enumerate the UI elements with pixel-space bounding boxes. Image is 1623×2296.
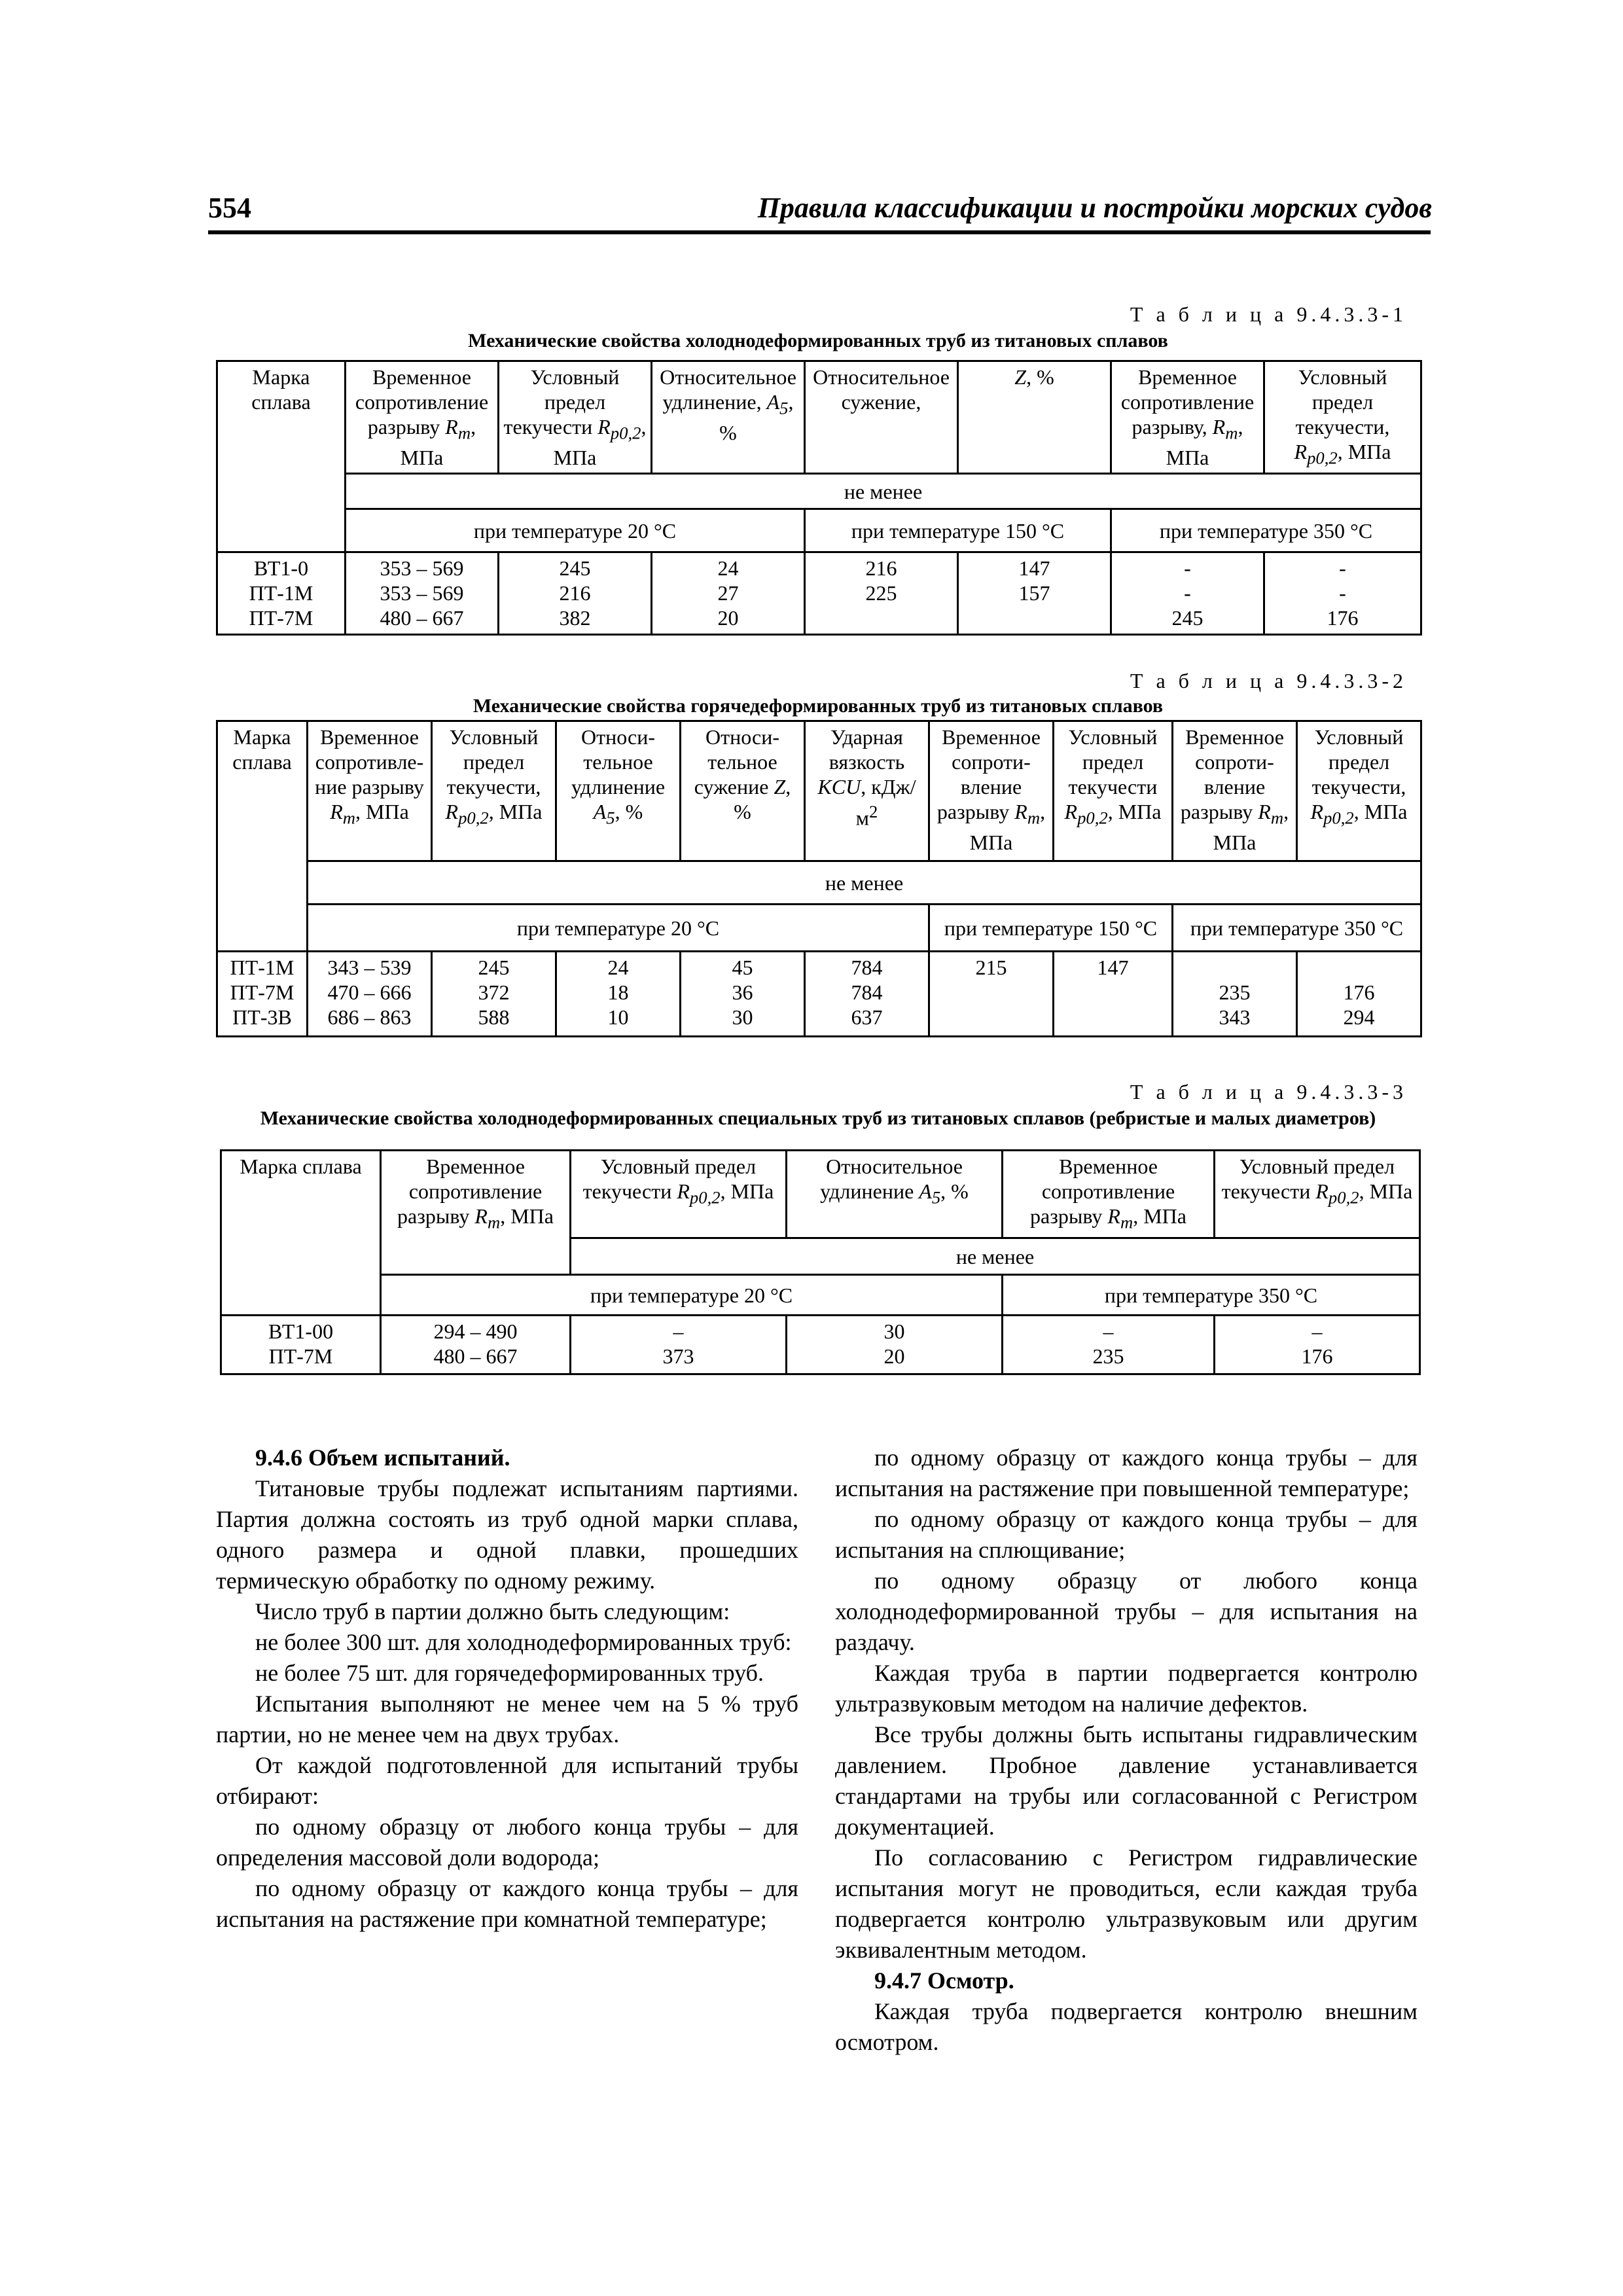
table3-title: Механические свойства холоднодеформированных специальных труб из титановых сплавов (ребристые и малых диаметров) xyxy=(260,1107,1376,1129)
t2-h-rp: Условный предел текучести, $R_{p0,2}$, МПа xyxy=(432,721,556,861)
t1-150rm-cell: 216 225 xyxy=(805,552,958,635)
t3-h-350rp: Условный предел текучести $R_{p0,2}$, МПа xyxy=(1215,1151,1420,1238)
t3-350rp-cell: – 176 xyxy=(1215,1316,1420,1374)
left-paragraph: От каждой подготовленной для испытаний трубы отбирают: xyxy=(216,1752,798,1809)
table1-caption: Т а б л и ц а 9.4.3.3-1 xyxy=(1130,302,1407,326)
right-paragraph: По согласованию с Регистром гидравлические испытания могут не проводиться, если каждая труба подвергается контролю ультразвуковым или другим эквивалентным методом. xyxy=(835,1844,1418,1963)
t2-h-350rp: Условный предел текучести, $R_{p0,2}$, МПа xyxy=(1297,721,1421,861)
t1-temp-150: при температуре 150 °C xyxy=(805,509,1111,552)
t2-grades-cell: ПТ-1М ПТ-7М ПТ-3В xyxy=(217,952,308,1037)
t3-not-less: не менее xyxy=(571,1238,1420,1275)
t1-rp-cell: 245 216 382 xyxy=(499,552,652,635)
t3-temp-350: при температуре 350 °C xyxy=(1003,1275,1420,1316)
running-title: Правила классификации и постройки морских судов xyxy=(757,192,1432,224)
right-paragraph: по одному образцу от любого конца холоднодеформированной трубы – для испытания на раздачу. xyxy=(835,1568,1418,1655)
t1-rm-cell: 353 – 569 353 – 569 480 – 667 xyxy=(346,552,499,635)
t1-350rm-cell: - - 245 xyxy=(1111,552,1264,635)
t2-h-grade: Марка сплава xyxy=(217,721,308,952)
table3 xyxy=(220,1149,1421,1375)
table2-title: Механические свойства горячедеформированных труб из титановых сплавов xyxy=(473,695,1164,717)
t1-temp-350: при температуре 350 °C xyxy=(1111,509,1421,552)
right-paragraph: по одному образцу от каждого конца трубы – для испытания на растяжение при повышенной температуре; xyxy=(835,1444,1418,1501)
right-paragraph: по одному образцу от каждого конца трубы – для испытания на сплющивание; xyxy=(835,1506,1418,1563)
t3-rm-cell: 294 – 490 480 – 667 xyxy=(381,1316,571,1374)
table1 xyxy=(216,360,1422,636)
t2-h-150rp: Условный предел текучести $R_{p0,2}$, МПа xyxy=(1054,721,1173,861)
t3-h-350rm: Временное сопротивление разрыву $R_m$, МПа xyxy=(1003,1151,1215,1238)
t2-h-150rm: Временное сопроти-вление разрыву $R_m$, МПа xyxy=(929,721,1054,861)
header-rule xyxy=(208,230,1431,234)
t1-h-350rp: Условный предел текучести, $R_{p0,2}$, МПа xyxy=(1264,361,1421,474)
t3-rp-cell: – 373 xyxy=(571,1316,787,1374)
table2 xyxy=(216,720,1422,1037)
section-947-text: Каждая труба подвергается контролю внешним осмотром. xyxy=(835,1998,1418,2055)
right-paragraph: Каждая труба в партии подвергается контролю ультразвуковым методом на наличие дефектов. xyxy=(835,1660,1418,1717)
section-946-heading: 9.4.6 Объем испытаний. xyxy=(255,1444,510,1471)
t2-temp-350: при температуре 350 °C xyxy=(1173,905,1421,952)
t2-not-less: не менее xyxy=(308,861,1421,905)
body-right-column xyxy=(835,1443,1418,2058)
t2-150rm-cell: 215 xyxy=(929,952,1054,1037)
body-left-column xyxy=(216,1443,798,1935)
t2-kcu-cell: 784 784 637 xyxy=(805,952,929,1037)
t3-grades-cell: ВТ1-00 ПТ-7М xyxy=(221,1316,381,1374)
t1-a5-cell: 24 27 20 xyxy=(652,552,805,635)
left-paragraph: по одному образцу от каждого конца трубы – для испытания на растяжение при комнатной температуре; xyxy=(216,1875,798,1932)
t3-a5-cell: 30 20 xyxy=(787,1316,1003,1374)
t2-rm-cell: 343 – 539 470 – 666 686 – 863 xyxy=(308,952,432,1037)
t1-h-rp: Условный предел текучести $R_{p0,2}$, МПа xyxy=(499,361,652,474)
right-paragraph: Все трубы должны быть испытаны гидравлическим давлением. Пробное давление устанавливается стандартами на трубы или согласованной с Регистром документацией. xyxy=(835,1721,1418,1840)
page-number: 554 xyxy=(208,192,251,224)
t1-temp-20: при температуре 20 °C xyxy=(346,509,805,552)
t1-h-z1: Относительное сужение, xyxy=(805,361,958,474)
t2-h-kcu: Ударная вязкость KCU, кДж/$м^2$ xyxy=(805,721,929,861)
t3-350rm-cell: – 235 xyxy=(1003,1316,1215,1374)
t2-150rp-cell: 147 xyxy=(1054,952,1173,1037)
t1-grades-cell: ВТ1-0 ПТ-1М ПТ-7М xyxy=(217,552,346,635)
t1-h-350rm: Временное сопротивление разрыву, $R_m$, МПа xyxy=(1111,361,1264,474)
left-paragraph: по одному образцу от любого конца трубы – для определения массовой доли водорода; xyxy=(216,1814,798,1871)
t1-350rp-cell: - - 176 xyxy=(1264,552,1421,635)
t2-350rm-cell: 235 343 xyxy=(1173,952,1297,1037)
t3-h-rm: Временное сопротивление разрыву $R_m$, МПа xyxy=(381,1151,571,1275)
t2-h-rm: Временное сопротивле-ние разрыву $R_m$, МПа xyxy=(308,721,432,861)
table2-caption: Т а б л и ц а 9.4.3.3-2 xyxy=(1130,669,1407,692)
t2-temp-150: при температуре 150 °C xyxy=(929,905,1173,952)
t2-h-350rm: Временное сопроти-вление разрыву $R_m$, МПа xyxy=(1173,721,1297,861)
t1-150rp-cell: 147 157 xyxy=(958,552,1111,635)
table1-title: Механические свойства холоднодеформированных труб из титановых сплавов xyxy=(468,330,1168,351)
left-paragraph: Испытания выполняют не менее чем на 5 % труб партии, но не менее чем на двух трубах. xyxy=(216,1691,798,1748)
t3-h-a5: Относительное удлинение $A_5$, % xyxy=(787,1151,1003,1238)
t3-h-rp: Условный предел текучести $R_{p0,2}$, МПа xyxy=(571,1151,787,1238)
left-paragraph: Титановые трубы подлежат испытаниям партиями. Партия должна состоять из труб одной марки сплава, одного размера и одной плавки, прошедших термическую обработку по одному режиму. xyxy=(216,1475,798,1594)
left-paragraph: не более 300 шт. для холоднодеформированных труб: xyxy=(255,1629,792,1655)
t3-h-grade: Марка сплава xyxy=(221,1151,381,1316)
t1-not-less: не менее xyxy=(346,474,1421,509)
t1-h-z2: Z, % xyxy=(958,361,1111,474)
t1-h-rm: Временное сопротивление разрыву $R_m$, МПа xyxy=(346,361,499,474)
section-947-heading: 9.4.7 Осмотр. xyxy=(874,1967,1014,1994)
t1-h-grade: Марка сплава xyxy=(217,361,346,552)
left-paragraph: не более 75 шт. для горячедеформированных труб. xyxy=(255,1660,764,1686)
left-paragraph: Число труб в партии должно быть следующим: xyxy=(255,1598,730,1624)
table3-caption: Т а б л и ц а 9.4.3.3-3 xyxy=(1130,1080,1407,1103)
t2-z-cell: 45 36 30 xyxy=(681,952,805,1037)
t2-h-z: Относи-тельное сужение Z, % xyxy=(681,721,805,861)
t2-350rp-cell: 176 294 xyxy=(1297,952,1421,1037)
t3-temp-20: при температуре 20 °C xyxy=(381,1275,1003,1316)
t2-h-a5: Относи-тельное удлинение $A_5$, % xyxy=(556,721,681,861)
t2-rp-cell: 245 372 588 xyxy=(432,952,556,1037)
t2-temp-20: при температуре 20 °C xyxy=(308,905,929,952)
t1-h-a5: Относительное удлинение, $A_5$, % xyxy=(652,361,805,474)
t2-a5-cell: 24 18 10 xyxy=(556,952,681,1037)
